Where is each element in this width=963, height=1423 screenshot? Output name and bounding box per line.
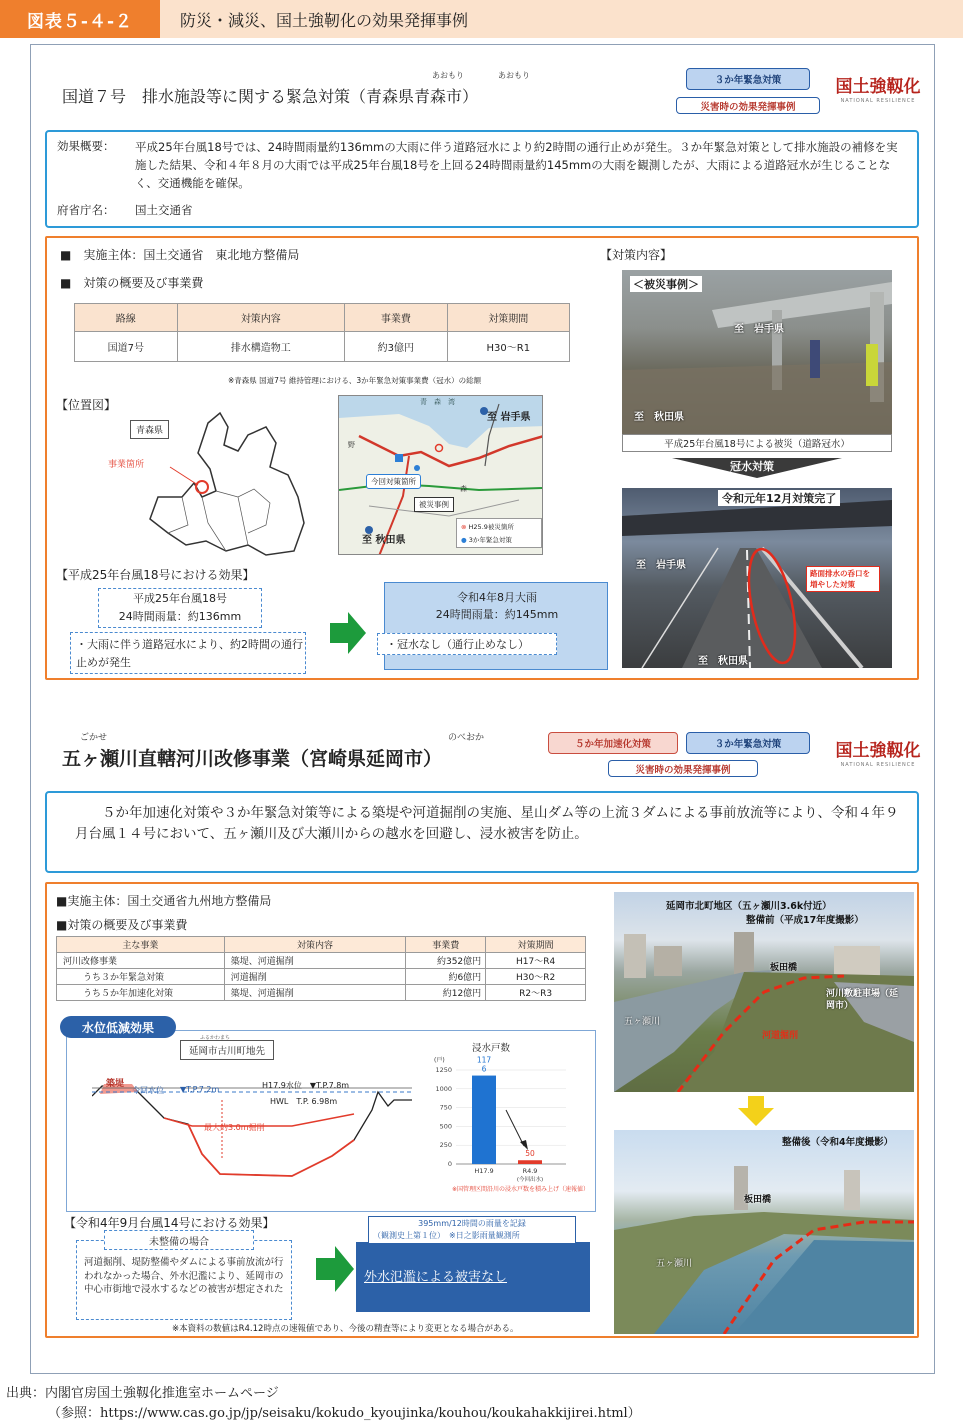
map-site-label: 事業箇所 [108,460,145,470]
table-header: 対策期間 [447,304,569,332]
legend-damage-icon: ⊗ [461,523,467,531]
table-cell: 約6億円 [406,969,486,985]
case1-effect-before-header [98,588,262,628]
cross-section-current-tp: ▼T.P.7.2m [180,1085,220,1094]
case2-ruby-2: のべおか [448,733,485,743]
case1-table [74,303,570,362]
table-header: 路線 [75,304,178,332]
legend-damage: H25.9被災箇所 [468,523,514,531]
cross-section-place: 延岡市古川町地先 [180,1040,274,1060]
case2-effect-after-text: 外水氾濫による被害なし [364,1270,508,1285]
bar-chart [420,1054,570,1184]
table-header: 事業費 [406,937,486,953]
case1-summary-text: 平成25年台風18号では、24時間雨量約136mmの大雨に伴う道路冠水により約2時間の通行止めが発生。３か年緊急対策として排水施設の補修を実施した結果、令和４年８月の大雨では平成25年台風18号を上回る24時間雨量約145mmの大雨を観測したが、大雨による道路冠水が生じることなく、交通機能を確保。 [135,140,898,190]
completed-photo-to-iwate: 至 岩手県 [636,560,686,571]
table-cell: 排水構造物工 [177,332,344,362]
y-tick-label: 0 [447,1160,452,1168]
river-after-title: 整備後（令和4年度撮影） [782,1137,894,1148]
table-cell: 河道掘削 [224,969,406,985]
river-after-photo [614,1130,914,1334]
case1-effect-heading: 【平成25年台風18号における効果】 [56,568,255,582]
case1-summary-box [45,130,919,228]
water-level-label: 水位低減効果 [60,1016,176,1038]
completed-photo-note: 路面排水の呑口を増やした対策 [806,566,880,592]
case1-effect-before-rain: 24時間雨量：約136mm [118,610,242,623]
y-tick-label: 1250 [435,1066,452,1074]
table-cell: H17～R4 [486,953,586,969]
figure-title: 防災・減災、国土強靭化の効果発揮事例 [180,10,469,30]
river-before-bridge: 板田橋 [770,963,798,973]
table-cell: 国道7号 [75,332,178,362]
legend-emergency: 3か年緊急対策 [468,536,512,544]
case2-effect-heading: 【令和4年9月台風14号における効果】 [64,1216,275,1230]
right-arrow-icon [330,612,366,654]
table-cell: 約12億円 [406,985,486,1001]
flood-photo-caption: 平成25年台風18号による被災（道路冠水） [622,434,892,452]
table-cell: うち５か年加速化対策 [57,985,225,1001]
table-header: 対策期間 [486,937,586,953]
table-cell: 築堤、河道掘削 [224,953,406,969]
case2-tag-effect: 災害時の効果発揮事例 [608,760,758,777]
bar-chart-note: ※国管理区間沿川の浸水戸数を積み上げ（速報値） [452,1186,590,1193]
y-tick-label: 500 [439,1122,452,1131]
case1-ministry: 国土交通省 [135,203,193,217]
table-cell: 約3億円 [345,332,448,362]
bar-chart-title: 浸水戸数 [472,1043,511,1054]
cross-section-place-ruby: ふるかわまち [200,1035,231,1041]
case1-measures-heading: 【対策内容】 [600,248,673,262]
case1-ruby-2: あおもり [498,71,530,80]
cross-section-h17: H17.9水位 ▼T.P.7.8m [262,1081,350,1090]
map-damage-label: 被災事例 [414,497,454,512]
cross-section-dredge: 最大約3.0m掘削 [204,1123,265,1132]
table-cell: うち３か年緊急対策 [57,969,225,985]
case1-effect-before [68,592,308,678]
table-cell: H30～R1 [447,332,569,362]
case1-title: 国道７号 排水施設等に関する緊急対策（青森県青森市） [62,87,479,106]
figure-number: 図表５-４-２ [0,0,160,38]
table-cell: H30～R2 [486,969,586,985]
flood-measure-label: 冠水対策 [730,460,774,473]
case1-ministry-label: 府省庁名： [57,203,115,217]
map-this-site-label: 今回対策箇所 [366,474,421,489]
river-after-bridge: 板田橋 [744,1195,772,1205]
table-header: 事業費 [345,304,448,332]
map-to-akita: 至 秋田県 [362,535,406,546]
y-tick-label: 750 [439,1103,452,1112]
table-row [57,969,586,985]
case1-location-heading: 【位置図】 [56,398,117,412]
case2-ruby-1: ごかせ [80,733,108,743]
legend-emergency-icon: ● [461,536,467,544]
x-tick-label: R4.9 [522,1167,538,1175]
river-before-title2: 整備前（平成17年度撮影） [746,915,864,926]
map-bay-label: 青 森 湾 [420,398,455,406]
data-label: 6 [481,1064,487,1074]
case1-effect-after-text: ・冠水なし（通行止めなし） [377,633,557,655]
case2-effect-after-head [368,1216,576,1244]
table-cell: R2～R3 [486,985,586,1001]
case2-effect-before-title: 未整備の場合 [104,1230,254,1250]
source-line2: （参照：https://www.cas.go.jp/jp/seisaku/kokudo_kyoujinka/kouhou/koukahakkijirei.html） [48,1406,641,1421]
map-place-mori: 森 [460,485,467,493]
data-label: 50 [525,1149,535,1159]
case1-tag-emergency: ３か年緊急対策 [686,68,810,90]
case2-effect-before-text: 河道掘削、堤防整備やダムによる事前放流が行われなかった場合、外水氾濫により、延岡市の中心市街地で浸水するなどの被害が想定された [84,1257,284,1295]
case2-logo [828,736,928,768]
case2-tag-acceleration: ５か年加速化対策 [548,732,678,754]
case1-implementer: ■ 実施主体：国土交通省 東北地方整備局 [60,248,300,262]
table-cell: 約352億円 [406,953,486,969]
x-tick-sublabel: (今回出水) [516,1177,544,1183]
case2-footnote: ※本資料の数値はR4.12時点の速報値であり、今後の精査等により変更となる場合がある。 [172,1324,519,1334]
bar-H17.9 [472,1076,496,1164]
case1-summary-label: 効果概要： [57,139,115,153]
logo-title: 国土強靱化 [835,77,921,97]
logo-title: 国土強靱化 [835,741,921,761]
case1-table-note: ※青森県 国道7号 維持管理における、3か年緊急対策事業費（冠水）の総額 [228,376,482,385]
case2-table [56,936,586,1001]
map-legend [456,518,542,548]
map-to-iwate: 至 岩手県 [487,412,531,423]
damage-example-label: ＜被災事例＞ [630,276,702,292]
river-before-parking: 河川敷駐車場（延岡市） [826,989,899,1011]
case2-effect-after-head1: 395mm/12時間の雨量を記録 [418,1219,526,1228]
table-header-row [75,304,570,332]
x-tick-label: H17.9 [474,1167,494,1175]
cross-section-hwl: HWL T.P. 6.98m [270,1097,338,1106]
case1-ruby-1: あおもり [432,71,464,80]
flood-photo-to-akita: 至 秋田県 [634,412,684,423]
completed-photo-title: 令和元年12月対策完了 [718,490,840,506]
river-before-river: 五ヶ瀬川 [624,1017,661,1027]
logo-subtitle: NATIONAL RESILIENCE [840,98,916,104]
cross-section-current: 今回水位 [132,1086,164,1095]
river-before-dredge: 河道掘削 [762,1031,799,1041]
decrease-arrow-icon [506,1110,524,1146]
case1-effect-after-rain: 24時間雨量：約145mm [435,608,559,621]
y-axis-label: (戸) [434,1057,445,1064]
case2-implementer: ■実施主体：国土交通省九州地方整備局 [56,894,272,908]
y-tick-label: 1000 [435,1084,452,1093]
river-before-title1: 延岡市北町地区（五ヶ瀬川3.6k付近） [666,901,832,912]
data-label: 117 [476,1055,492,1065]
case2-title: 五ヶ瀬川直轄河川改修事業（宮崎県延岡市） [62,748,443,770]
logo-subtitle: NATIONAL RESILIENCE [840,762,916,768]
y-tick-label: 250 [439,1141,452,1150]
table-header: 対策内容 [224,937,406,953]
map-prefecture-label: 青森県 [130,420,169,439]
case2-tag-emergency: ３か年緊急対策 [686,732,810,754]
table-header-row [57,937,586,953]
cross-section-levee: 築堤 [106,1079,125,1089]
table-row [57,985,586,1001]
case1-overview-heading: ■ 対策の概要及び事業費 [60,276,204,290]
source-line1: 出典：内閣官房国土強靱化推進室ホームページ [6,1386,279,1401]
case1-effect-after [384,582,608,670]
table-header: 対策内容 [177,304,344,332]
flood-photo-to-iwate: 至 岩手県 [734,324,784,335]
case1-effect-after-title: 令和4年8月大雨 [457,591,537,604]
table-row [75,332,570,362]
map-place-no: 野 [348,441,355,449]
case2-overview-heading: ■対策の概要及び事業費 [56,918,188,932]
case2-effect-after-head2: （観測史上第１位） ※日之影雨量観測所 [373,1231,520,1240]
bar-R4.9 [518,1160,542,1164]
completed-photo-to-akita: 至 秋田県 [698,656,748,667]
case1-effect-before-text: ・大雨に伴う道路冠水により、約2時間の通行止めが発生 [76,638,303,669]
table-row [57,953,586,969]
table-cell: 河川改修事業 [57,953,225,969]
case1-effect-before-title: 平成25年台風18号 [133,592,227,605]
table-header: 主な事業 [57,937,225,953]
right-arrow-icon [316,1246,354,1292]
site-marker [196,481,208,493]
case1-logo [828,72,928,104]
table-cell: 築堤、河道掘削 [224,985,406,1001]
river-after-river: 五ヶ瀬川 [656,1259,693,1269]
case2-summary-text: ５か年加速化対策や３か年緊急対策等による築堤や河道掘削の実施、星山ダム等の上流３ダムによる事前放流等により、令和４年９月台風１４号において、五ヶ瀬川及び大瀬川からの越水を回避し、浸水被害を防止。 [75,805,899,842]
case2-summary-box [45,791,919,873]
river-after-drawing [614,1130,914,1334]
down-arrow-icon [738,1096,774,1126]
case1-tag-effect: 災害時の効果発揮事例 [676,97,820,114]
